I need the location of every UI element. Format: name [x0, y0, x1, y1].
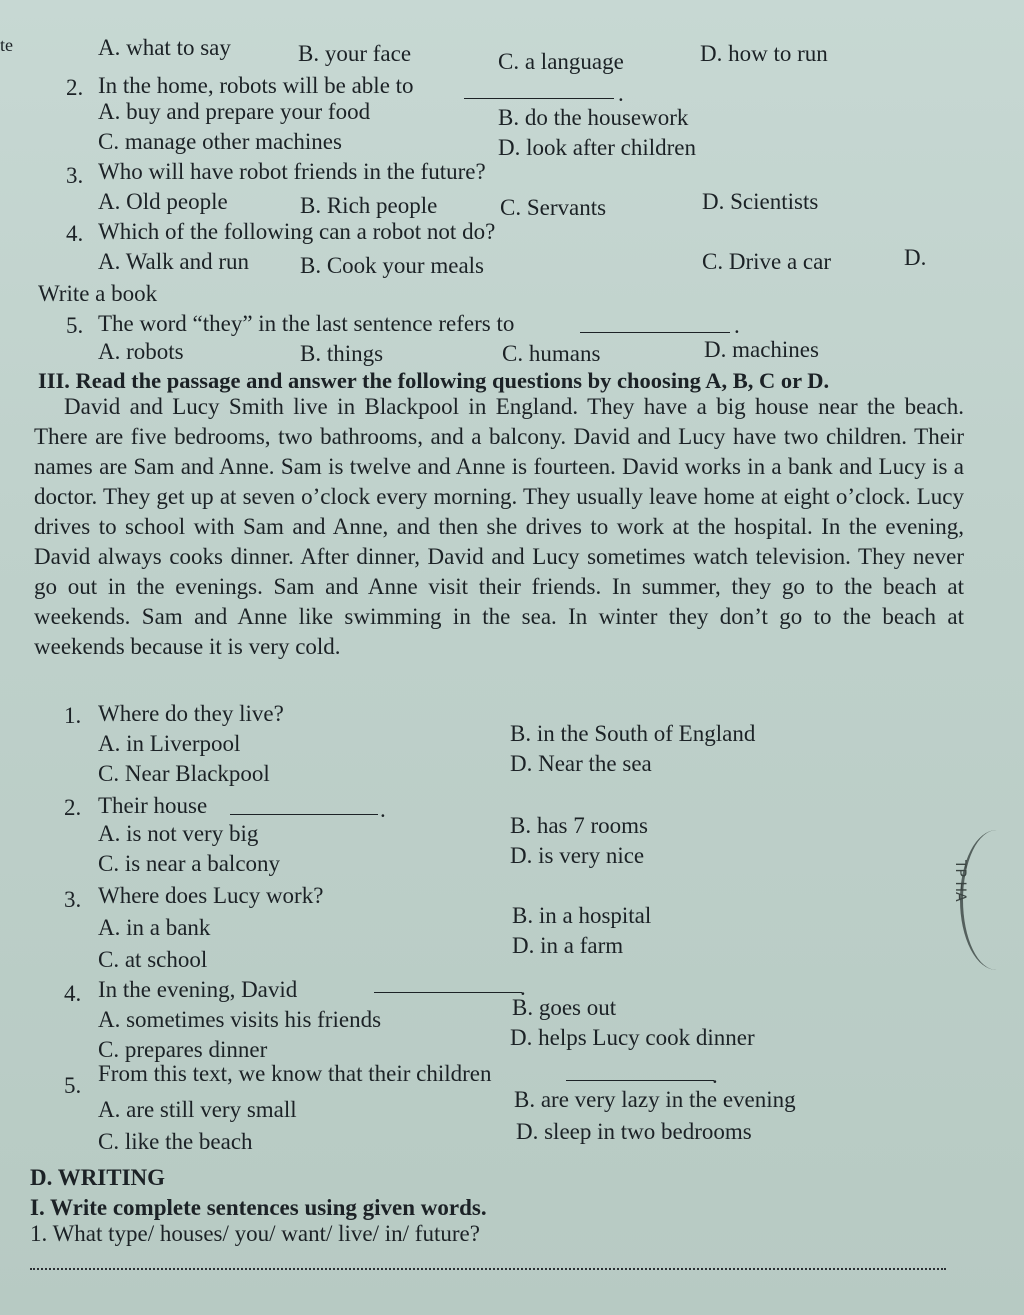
p4-number: 4.: [64, 981, 82, 1006]
q4-option-a: A. Walk and run: [98, 249, 250, 274]
p2-number: 2.: [64, 795, 82, 820]
p1-option-a: A. in Liverpool: [98, 731, 241, 756]
q5-option-d: D. machines: [704, 337, 819, 362]
answer-dotted-line: [30, 1268, 946, 1270]
q2-option-a: A. buy and prepare your food: [98, 99, 371, 124]
writing-item-1: 1. What type/ houses/ you/ want/ live/ in/ future?: [30, 1221, 480, 1246]
p5-end: .: [712, 1063, 718, 1088]
p5-blank: [566, 1080, 714, 1081]
p4-option-d: D. helps Lucy cook dinner: [510, 1025, 755, 1050]
q2-end: .: [618, 81, 624, 106]
p2-option-c: C. is near a balcony: [98, 851, 281, 876]
q2-number: 2.: [66, 75, 84, 100]
q4-option-c: C. Drive a car: [702, 249, 831, 274]
p3-stem: Where does Lucy work?: [98, 883, 324, 908]
p2-blank: [230, 814, 378, 815]
q2-stem: In the home, robots will be able to: [98, 73, 414, 98]
q5-stem: The word “they” in the last sentence refers to: [98, 311, 515, 336]
p1-stem: Where do they live?: [98, 701, 284, 726]
q5-blank: [580, 332, 730, 333]
q1-option-b: B. your face: [298, 41, 412, 66]
p2-option-b: B. has 7 rooms: [510, 813, 648, 838]
section-3-heading: III. Read the passage and answer the following questions by choosing A, B, C or D.: [38, 368, 830, 393]
p5-number: 5.: [64, 1073, 82, 1098]
stamp-mark: [960, 830, 1024, 970]
q5-option-a: A. robots: [98, 339, 184, 364]
q3-option-b: B. Rich people: [300, 193, 438, 218]
q2-option-b: B. do the housework: [498, 105, 689, 130]
p5-stem: From this text, we know that their children: [98, 1061, 492, 1086]
q3-option-a: A. Old people: [98, 189, 228, 214]
p3-number: 3.: [64, 887, 82, 912]
q4-option-d-continued: Write a book: [38, 281, 158, 306]
p3-option-d: D. in a farm: [512, 933, 624, 958]
reading-passage: [34, 392, 964, 662]
p4-end: .: [520, 975, 526, 1000]
p2-option-a: A. is not very big: [98, 821, 259, 846]
q4-option-d: D.: [904, 245, 927, 270]
p5-option-a: A. are still very small: [98, 1097, 297, 1122]
p4-blank: [374, 992, 522, 993]
stamp-text: TP HA: [952, 860, 968, 902]
p1-number: 1.: [64, 703, 82, 728]
p4-option-b: B. goes out: [512, 995, 617, 1020]
q5-end: .: [734, 313, 740, 338]
passage-text: David and Lucy Smith live in Blackpool in England. They have a big house near the beach. There are five bedrooms, two bathrooms, and a balcony. David and Lucy have two children. Their names are Sam and Anne. Sam is twelve and Anne is fourteen. David works in a bank and Lucy is a doctor. They get up at seven o’clock every morning. They usually leave home at eight o’clock. Lucy drives to school with Sam and Anne, and then she drives to work at the hospital. In the evening, David always cooks dinner. After dinner, David and Lucy sometimes watch television. They never go out in the evenings. Sam and Anne visit their friends. In summer, they go to the beach at weekends. Sam and Anne like swimming in the sea. In winter they don’t go to the beach at weekends because it is very cold.: [34, 394, 964, 659]
writing-heading: I. Write complete sentences using given words.: [30, 1195, 487, 1220]
q5-option-c: C. humans: [502, 341, 601, 366]
q1-option-d: D. how to run: [700, 41, 828, 66]
q3-option-d: D. Scientists: [702, 189, 819, 214]
q2-blank: [464, 98, 614, 99]
p4-option-c: C. prepares dinner: [98, 1037, 268, 1062]
p3-option-b: B. in a hospital: [512, 903, 652, 928]
p1-option-d: D. Near the sea: [510, 751, 652, 776]
q3-stem: Who will have robot friends in the future?: [98, 159, 486, 184]
p2-stem: Their house: [98, 793, 208, 818]
p4-option-a: A. sometimes visits his friends: [98, 1007, 382, 1032]
p2-end: .: [380, 797, 386, 822]
p1-option-c: C. Near Blackpool: [98, 761, 270, 786]
q2-option-d: D. look after children: [498, 135, 696, 160]
p5-option-c: C. like the beach: [98, 1129, 253, 1154]
p5-option-d: D. sleep in two bedrooms: [516, 1119, 752, 1144]
q5-option-b: B. things: [300, 341, 384, 366]
q3-number: 3.: [66, 163, 84, 188]
p4-stem: In the evening, David: [98, 977, 298, 1002]
p3-option-a: A. in a bank: [98, 915, 211, 940]
q3-option-c: C. Servants: [500, 195, 607, 220]
q5-number: 5.: [66, 313, 84, 338]
p5-option-b: B. are very lazy in the evening: [514, 1087, 796, 1112]
section-d-heading: D. WRITING: [30, 1165, 166, 1190]
q2-option-c: C. manage other machines: [98, 129, 342, 154]
p2-option-d: D. is very nice: [510, 843, 645, 868]
q4-number: 4.: [66, 221, 84, 246]
p3-option-c: C. at school: [98, 947, 208, 972]
q1-option-a: A. what to say: [98, 35, 231, 60]
q1-option-c: C. a language: [498, 49, 624, 74]
q4-option-b: B. Cook your meals: [300, 253, 484, 278]
p1-option-b: B. in the South of England: [510, 721, 756, 746]
edge-text: te: [0, 35, 13, 55]
q4-stem: Which of the following can a robot not do?: [98, 219, 496, 244]
